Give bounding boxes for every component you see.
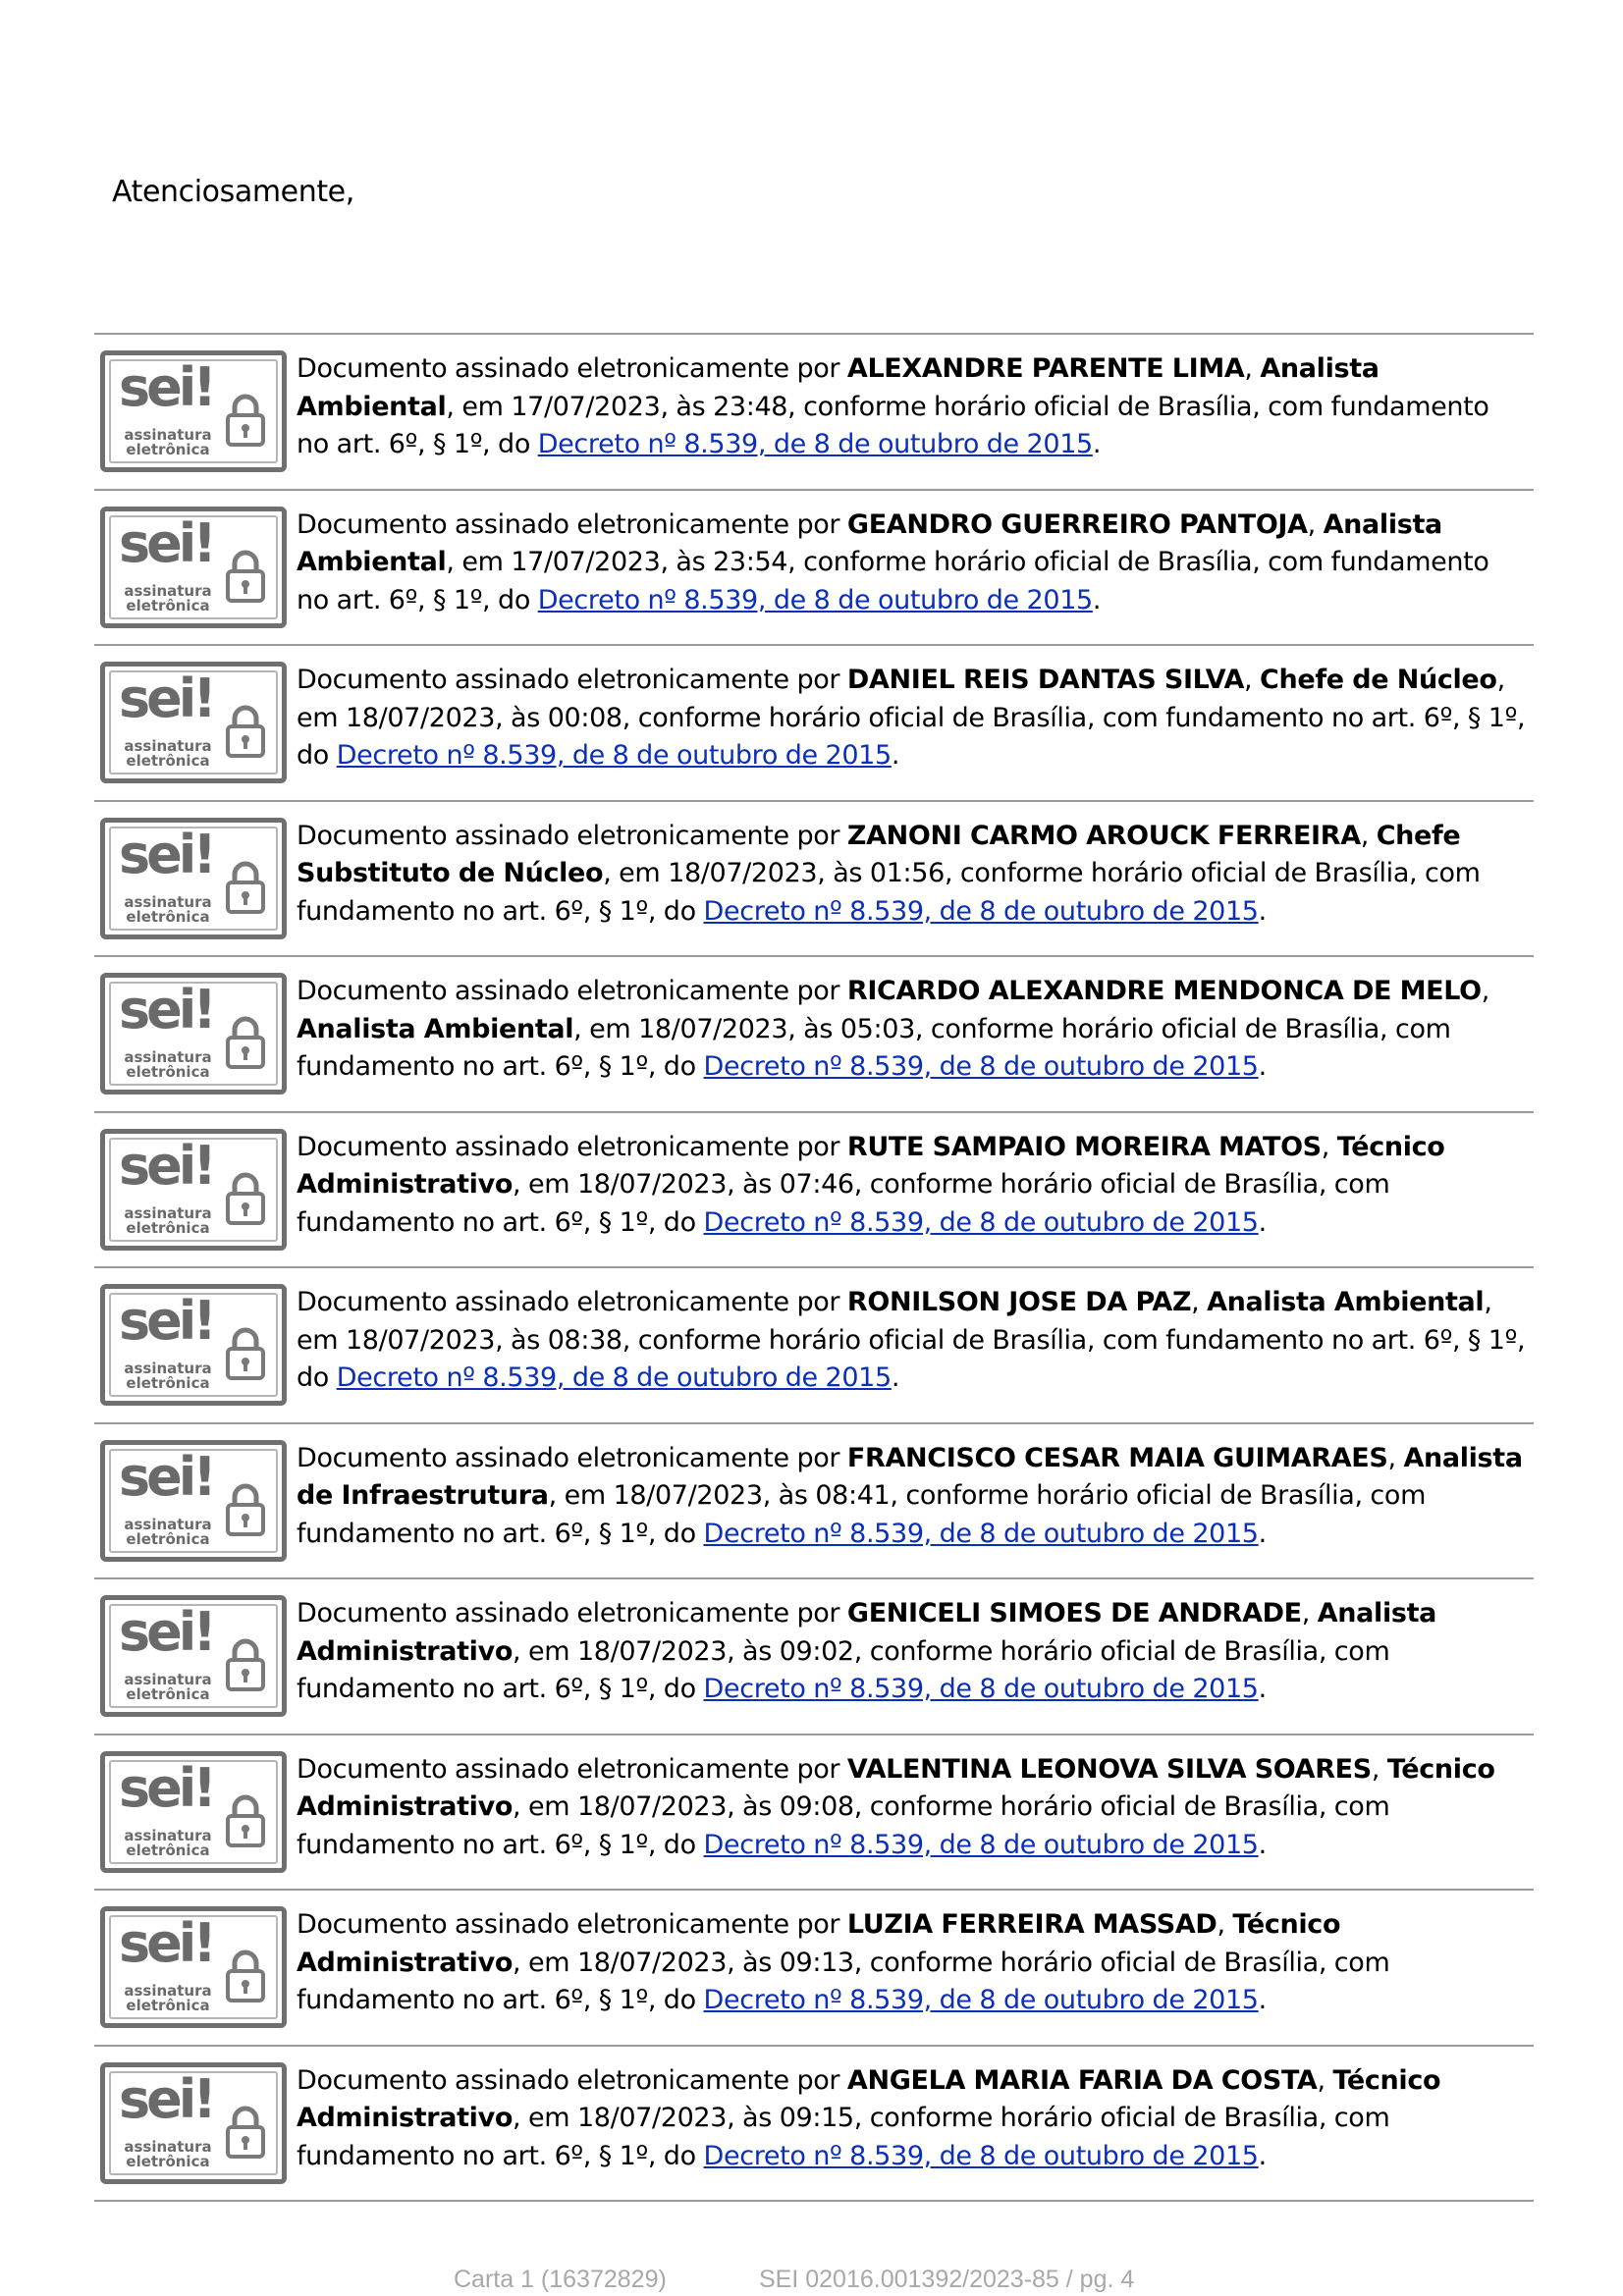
separator: , às xyxy=(787,1013,840,1044)
padlock-icon xyxy=(225,1171,266,1226)
signature-date: 17/07/2023 xyxy=(511,391,661,422)
signature-text xyxy=(297,1129,1529,1243)
seal-caption-line2: eletrônica xyxy=(126,1997,210,2014)
signature-end: . xyxy=(1258,2140,1267,2171)
signature-intro: Documento assinado eletronicamente por xyxy=(297,820,847,851)
separator: , em xyxy=(513,1635,577,1667)
signature-date: 18/07/2023 xyxy=(613,1480,763,1511)
seal-word: sei! xyxy=(119,1445,213,1508)
signature-text xyxy=(297,1440,1529,1554)
separator: , xyxy=(1217,1909,1233,1940)
signature-row xyxy=(94,335,1534,491)
separator: , às xyxy=(762,1480,816,1511)
signature-legal-basis: , conforme horário oficial de Brasília, com fundamento no art. 6º, § 1º, do xyxy=(297,1324,1526,1393)
signer-name: LUZIA FERREIRA MASSAD xyxy=(846,1909,1217,1940)
seal-caption-line1: assinatura xyxy=(124,1048,212,1066)
signer-name: VALENTINA LEONOVA SILVA SOARES xyxy=(846,1753,1372,1785)
signature-time: 05:03 xyxy=(839,1013,915,1044)
signature-row xyxy=(94,1891,1534,2047)
separator: , às xyxy=(727,1635,780,1667)
signature-end: . xyxy=(1258,1051,1267,1082)
seal-caption-line2: eletrônica xyxy=(126,1841,210,1859)
separator: , em xyxy=(573,1013,639,1044)
seal-caption-line2: eletrônica xyxy=(126,1374,210,1392)
signature-row xyxy=(94,491,1534,647)
signer-name: RUTE SAMPAIO MOREIRA MATOS xyxy=(846,1131,1322,1162)
signature-text xyxy=(297,1595,1529,1709)
sei-seal-icon xyxy=(100,2062,287,2184)
seal-caption xyxy=(119,428,217,457)
seal-caption-line2: eletrônica xyxy=(126,596,210,614)
sei-seal-icon xyxy=(100,973,287,1095)
closing-text: Atenciosamente, xyxy=(112,175,354,209)
signer-role: Chefe Substituto de Núcleo xyxy=(297,820,1461,888)
separator: , em xyxy=(513,1169,577,1200)
signature-time: 09:02 xyxy=(779,1635,854,1667)
signature-legal-basis: , conforme horário oficial de Brasília, com fundamento no art. 6º, § 1º, do xyxy=(297,2103,1390,2171)
padlock-icon xyxy=(225,393,266,448)
separator: , em xyxy=(446,391,512,422)
signature-date: 18/07/2023 xyxy=(576,1635,728,1667)
signer-name: RICARDO ALEXANDRE MENDONCA DE MELO xyxy=(846,976,1482,1006)
signature-text xyxy=(297,2062,1529,2176)
signature-text xyxy=(297,350,1529,464)
sei-seal-icon xyxy=(100,350,287,472)
seal-caption-line1: assinatura xyxy=(124,1515,212,1533)
signature-end: . xyxy=(1258,1985,1267,2015)
decree-link[interactable]: Decreto nº 8.539, de 8 de outubro de 2015 xyxy=(537,584,1093,615)
seal-caption-line2: eletrônica xyxy=(126,907,210,926)
separator: , xyxy=(1317,2064,1333,2096)
padlock-icon xyxy=(225,1637,266,1692)
seal-caption-line2: eletrônica xyxy=(126,2152,210,2170)
decree-link[interactable]: Decreto nº 8.539, de 8 de outubro de 2015 xyxy=(703,1674,1259,1704)
signer-role: Analista Ambiental xyxy=(1207,1287,1485,1317)
separator: , às xyxy=(817,858,870,888)
signature-legal-basis: , conforme horário oficial de Brasília, com fundamento no art. 6º, § 1º, do xyxy=(297,858,1481,927)
sei-seal-icon xyxy=(100,1906,287,2028)
signature-intro: Documento assinado eletronicamente por xyxy=(297,1909,847,1940)
signer-role: Analista de Infraestrutura xyxy=(297,1442,1523,1511)
signer-name: ALEXANDRE PARENTE LIMA xyxy=(846,353,1245,384)
signature-date: 18/07/2023 xyxy=(345,1324,496,1356)
padlock-icon xyxy=(225,1015,266,1070)
signature-row xyxy=(94,1735,1534,1892)
separator: , em xyxy=(603,858,669,888)
seal-caption-line2: eletrônica xyxy=(126,1529,210,1548)
seal-caption xyxy=(119,1050,217,1080)
separator: , em xyxy=(446,547,512,577)
separator: , em xyxy=(548,1480,614,1511)
footer-process-page: SEI 02016.001392/2023-85 / pg. 4 xyxy=(759,2266,1135,2293)
decree-link[interactable]: Decreto nº 8.539, de 8 de outubro de 2015 xyxy=(703,895,1259,927)
signer-role: Técnico Administrativo xyxy=(297,1909,1341,1978)
signature-intro: Documento assinado eletronicamente por xyxy=(297,508,847,540)
signature-date: 18/07/2023 xyxy=(576,2103,728,2133)
signature-intro: Documento assinado eletronicamente por xyxy=(297,976,847,1006)
signature-legal-basis: , conforme horário oficial de Brasília, com fundamento no art. 6º, § 1º, do xyxy=(297,547,1489,615)
sei-seal-icon xyxy=(100,507,287,628)
signature-text xyxy=(297,1284,1529,1398)
separator: , xyxy=(1371,1753,1387,1785)
sei-seal-icon xyxy=(100,1440,287,1562)
separator: , xyxy=(1307,508,1324,540)
seal-caption-line1: assinatura xyxy=(124,1203,212,1222)
sei-seal-icon xyxy=(100,1284,287,1406)
signer-name: RONILSON JOSE DA PAZ xyxy=(846,1287,1192,1317)
signature-row xyxy=(94,2047,1534,2203)
signature-date: 18/07/2023 xyxy=(345,702,496,733)
signature-legal-basis: , conforme horário oficial de Brasília, com fundamento no art. 6º, § 1º, do xyxy=(297,1947,1390,2015)
seal-caption-line2: eletrônica xyxy=(126,752,210,770)
signature-intro: Documento assinado eletronicamente por xyxy=(297,1598,847,1629)
seal-word: sei! xyxy=(119,667,213,729)
signer-role: Analista Administrativo xyxy=(297,1598,1436,1667)
signature-text xyxy=(297,507,1529,620)
signer-role: Técnico Administrativo xyxy=(297,2064,1441,2133)
signature-text xyxy=(297,1751,1529,1865)
separator: , em xyxy=(297,1287,1492,1356)
decree-link[interactable]: Decreto nº 8.539, de 8 de outubro de 2015 xyxy=(703,1985,1259,2015)
decree-link[interactable]: Decreto nº 8.539, de 8 de outubro de 2015 xyxy=(336,740,892,771)
signer-role: Analista Ambiental xyxy=(297,1013,574,1044)
signature-end: . xyxy=(1092,429,1102,459)
signer-name: GENICELI SIMOES DE ANDRADE xyxy=(846,1598,1302,1629)
decree-link[interactable]: Decreto nº 8.539, de 8 de outubro de 2015 xyxy=(336,1362,892,1393)
signature-date: 18/07/2023 xyxy=(638,1013,788,1044)
seal-caption xyxy=(119,739,217,769)
signature-text xyxy=(297,1906,1529,2020)
separator: , às xyxy=(727,1947,780,1978)
signature-legal-basis: , conforme horário oficial de Brasília, com fundamento no art. 6º, § 1º, do xyxy=(297,1013,1451,1082)
seal-word: sei! xyxy=(119,356,213,418)
separator: , xyxy=(1360,820,1377,851)
separator: , às xyxy=(495,702,548,733)
signature-list xyxy=(94,333,1534,2202)
sei-seal-icon xyxy=(100,662,287,783)
seal-caption xyxy=(119,1203,217,1237)
signature-end: . xyxy=(1258,1674,1267,1704)
sei-seal-icon xyxy=(100,1129,287,1251)
decree-link[interactable]: Decreto nº 8.539, de 8 de outubro de 2015 xyxy=(537,429,1093,459)
sei-seal-icon xyxy=(100,818,287,939)
padlock-icon xyxy=(225,860,266,915)
decree-link[interactable]: Decreto nº 8.539, de 8 de outubro de 2015 xyxy=(703,1829,1259,1860)
signature-date: 18/07/2023 xyxy=(576,1791,728,1822)
decree-link[interactable]: Decreto nº 8.539, de 8 de outubro de 2015 xyxy=(703,1206,1259,1238)
signature-intro: Documento assinado eletronicamente por xyxy=(297,665,847,695)
sei-seal-icon xyxy=(100,1751,287,1873)
signature-text xyxy=(297,662,1529,775)
signature-end: . xyxy=(891,740,900,771)
seal-caption-line2: eletrônica xyxy=(126,1063,210,1081)
seal-caption-line2: eletrônica xyxy=(126,1685,210,1703)
seal-caption xyxy=(119,892,217,926)
signature-end: . xyxy=(1092,584,1102,615)
signature-row xyxy=(94,957,1534,1113)
separator: , xyxy=(1321,1131,1337,1162)
seal-caption xyxy=(119,1362,217,1391)
sei-seal-icon xyxy=(100,1595,287,1717)
signature-time: 23:48 xyxy=(713,391,788,422)
signature-time: 01:56 xyxy=(869,858,945,888)
seal-word: sei! xyxy=(119,511,213,574)
signature-end: . xyxy=(1258,1829,1267,1860)
separator: , em xyxy=(513,1947,577,1978)
signer-name: FRANCISCO CESAR MAIA GUIMARAES xyxy=(846,1442,1388,1473)
signature-legal-basis: , conforme horário oficial de Brasília, com fundamento no art. 6º, § 1º, do xyxy=(297,1791,1390,1860)
signature-time: 09:15 xyxy=(779,2103,854,2133)
signature-time: 09:08 xyxy=(779,1791,854,1822)
separator: , em xyxy=(513,2103,577,2133)
seal-caption-line1: assinatura xyxy=(124,737,212,755)
signature-date: 18/07/2023 xyxy=(576,1947,728,1978)
separator: , xyxy=(1244,353,1261,384)
separator: , às xyxy=(727,1791,780,1822)
signature-row xyxy=(94,1579,1534,1735)
signature-end: . xyxy=(891,1362,900,1393)
signature-time: 00:08 xyxy=(547,702,622,733)
decree-link[interactable]: Decreto nº 8.539, de 8 de outubro de 2015 xyxy=(703,2140,1259,2171)
seal-caption xyxy=(119,581,217,614)
signature-legal-basis: , conforme horário oficial de Brasília, com fundamento no art. 6º, § 1º, do xyxy=(297,1635,1390,1704)
seal-word: sei! xyxy=(119,979,213,1041)
signer-role: Técnico Administrativo xyxy=(297,1753,1495,1822)
signature-date: 18/07/2023 xyxy=(668,858,818,888)
padlock-icon xyxy=(225,704,266,759)
signature-legal-basis: , conforme horário oficial de Brasília, com fundamento no art. 6º, § 1º, do xyxy=(297,702,1526,771)
padlock-icon xyxy=(225,1949,266,2003)
padlock-icon xyxy=(225,2105,266,2160)
seal-caption-line1: assinatura xyxy=(124,1671,212,1688)
signature-legal-basis: , conforme horário oficial de Brasília, com fundamento no art. 6º, § 1º, do xyxy=(297,1480,1427,1549)
signature-legal-basis: , conforme horário oficial de Brasília, com fundamento no art. 6º, § 1º, do xyxy=(297,391,1489,459)
seal-caption xyxy=(119,1826,217,1859)
seal-word: sei! xyxy=(119,1290,213,1352)
seal-caption-line1: assinatura xyxy=(124,581,212,600)
signature-text xyxy=(297,818,1529,932)
signature-intro: Documento assinado eletronicamente por xyxy=(297,353,847,384)
separator: , xyxy=(1191,1287,1208,1317)
signature-time: 07:46 xyxy=(779,1169,854,1200)
separator: , xyxy=(1301,1598,1318,1629)
signature-intro: Documento assinado eletronicamente por xyxy=(297,1287,847,1317)
separator: , às xyxy=(727,2103,780,2133)
seal-caption-line1: assinatura xyxy=(124,2137,212,2156)
signature-row xyxy=(94,1268,1534,1424)
separator: , em xyxy=(513,1791,577,1822)
signer-role: Técnico Administrativo xyxy=(297,1131,1445,1200)
signature-date: 18/07/2023 xyxy=(576,1169,728,1200)
signature-time: 08:41 xyxy=(815,1480,891,1511)
signature-intro: Documento assinado eletronicamente por xyxy=(297,1442,847,1473)
signature-intro: Documento assinado eletronicamente por xyxy=(297,1131,847,1162)
signature-intro: Documento assinado eletronicamente por xyxy=(297,1753,847,1785)
signature-intro: Documento assinado eletronicamente por xyxy=(297,2064,847,2096)
signature-date: 17/07/2023 xyxy=(511,547,661,577)
seal-caption xyxy=(119,1515,217,1548)
seal-caption xyxy=(119,1984,217,2013)
signature-end: . xyxy=(1258,1518,1267,1549)
separator: , xyxy=(1481,976,1489,1006)
signer-name: GEANDRO GUERREIRO PANTOJA xyxy=(846,508,1308,540)
signer-role: Analista Ambiental xyxy=(297,508,1442,577)
seal-caption-line1: assinatura xyxy=(124,1826,212,1844)
separator: , às xyxy=(727,1169,780,1200)
signature-time: 08:38 xyxy=(547,1324,622,1356)
separator: , xyxy=(1244,665,1261,695)
separator: , xyxy=(1387,1442,1404,1473)
seal-word: sei! xyxy=(119,1756,213,1819)
seal-word: sei! xyxy=(119,1601,213,1663)
signature-end: . xyxy=(1258,1206,1267,1238)
padlock-icon xyxy=(225,1482,266,1537)
signature-text xyxy=(297,973,1529,1087)
decree-link[interactable]: Decreto nº 8.539, de 8 de outubro de 2015 xyxy=(703,1518,1259,1549)
seal-word: sei! xyxy=(119,1912,213,1974)
footer-letter-id: Carta 1 (16372829) xyxy=(454,2266,667,2293)
signature-end: . xyxy=(1258,895,1267,927)
padlock-icon xyxy=(225,549,266,604)
seal-word: sei! xyxy=(119,2067,213,2130)
seal-caption-line1: assinatura xyxy=(124,1982,212,2000)
signature-time: 09:13 xyxy=(779,1947,854,1978)
signature-row xyxy=(94,646,1534,802)
separator: , às xyxy=(495,1324,548,1356)
signer-name: ANGELA MARIA FARIA DA COSTA xyxy=(846,2064,1318,2096)
signature-time: 23:54 xyxy=(713,547,788,577)
seal-caption-line1: assinatura xyxy=(124,1360,212,1377)
signature-legal-basis: , conforme horário oficial de Brasília, com fundamento no art. 6º, § 1º, do xyxy=(297,1169,1390,1238)
signer-name: ZANONI CARMO AROUCK FERREIRA xyxy=(846,820,1361,851)
seal-caption-line2: eletrônica xyxy=(126,441,210,458)
signer-name: DANIEL REIS DANTAS SILVA xyxy=(846,665,1245,695)
padlock-icon xyxy=(225,1326,266,1381)
seal-caption-line1: assinatura xyxy=(124,426,212,444)
decree-link[interactable]: Decreto nº 8.539, de 8 de outubro de 2015 xyxy=(703,1051,1259,1082)
signature-row xyxy=(94,1113,1534,1269)
seal-caption xyxy=(119,1673,217,1702)
separator: , às xyxy=(660,391,714,422)
signer-role: Chefe de Núcleo xyxy=(1260,665,1497,695)
seal-caption xyxy=(119,2137,217,2170)
separator: , às xyxy=(660,547,714,577)
seal-word: sei! xyxy=(119,1134,213,1197)
signature-row xyxy=(94,1424,1534,1580)
padlock-icon xyxy=(225,1793,266,1848)
separator: , em xyxy=(297,665,1505,733)
seal-caption-line2: eletrônica xyxy=(126,1218,210,1237)
signature-row xyxy=(94,802,1534,958)
signer-role: Analista Ambiental xyxy=(297,353,1380,422)
seal-word: sei! xyxy=(119,823,213,885)
seal-caption-line1: assinatura xyxy=(124,892,212,911)
